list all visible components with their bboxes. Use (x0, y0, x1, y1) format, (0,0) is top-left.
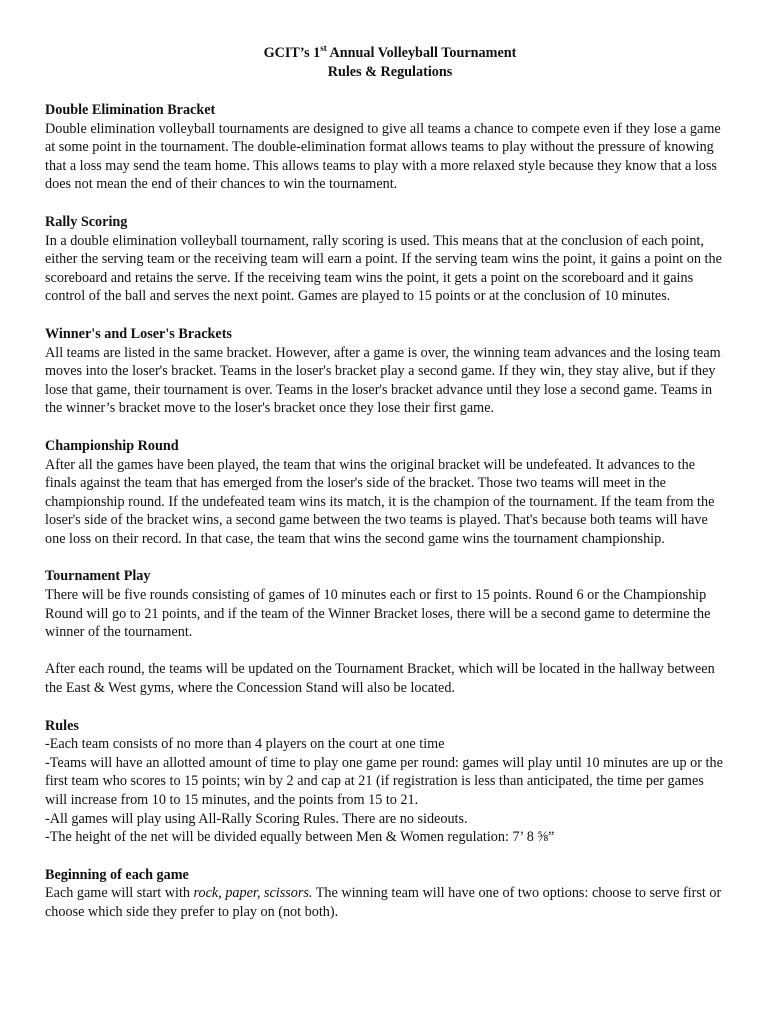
section-body: After all the games have been played, the team that wins the original bracket will be undefeated. It advances to the finals against the team that has emerged from the loser's side of the bracket. Those two teams will meet in the championship round. If the undefeated team wins its match, it is the champion of the tournament. If the team from the loser's side of the bracket wins, a second game between the two teams is played. That's because both teams will have one loss on their record. In that case, the team that wins the second game wins the tournament championship. (45, 456, 715, 547)
body-text: The winning team will have one of two options: choose to serve first or choose which side they prefer to play on (not both). (45, 885, 722, 920)
section-heading: Tournament Play (45, 568, 151, 585)
section-heading: Championship Round (45, 437, 179, 454)
rule-item: -Each team consists of no more than 4 players on the court at one time (45, 736, 445, 753)
section-beginning (45, 866, 725, 922)
document-title (55, 44, 725, 63)
section-heading: Double Elimination Bracket (45, 102, 216, 118)
section-body: All teams are listed in the same bracket. However, after a game is over, the winning team advances and the losing team moves into the loser's bracket. Teams in the loser's bracket play a second game. If they win, they stay alive, but if they lose that game, their tournament is over. Teams in the loser's bracket advance until they lose a second game. Teams in the winner’s bracket move to the loser's bracket once they lose their first game. (45, 344, 721, 417)
rule-item: -The height of the net will be divided equally between Men & Women regulation: 7’ 8 ⅝” (45, 829, 555, 846)
section-heading: Rally Scoring (45, 213, 128, 230)
body-text: Each game will start with (45, 885, 194, 902)
section-rules (45, 717, 725, 847)
section-heading: Winner's and Loser's Brackets (45, 325, 232, 342)
section-body: In a double elimination volleyball tournament, rally scoring is used. This means that at the conclusion of each point, either the serving team or the receiving team will earn a point. If the serving team wins the point, it gains a point on the scoreboard and retains the serve. If the receiving team wins the point, it gets a point on the scoreboard and it gains control of the ball and serves the next point. Games are played to 15 points or at the conclusion of 10 minutes. (45, 232, 722, 305)
section-body: Double elimination volleyball tournaments are designed to give all teams a chance to compete even if they lose a game at some point in the tournament. The double-elimination format allows teams to play without the pressure of knowing that a loss may send the team home. This allows teams to play with a more relaxed style because they know that a loss does not mean the end of their chances to win the tournament. (45, 120, 721, 193)
section-heading: Rules (45, 717, 79, 734)
document-subtitle: Rules & Regulations (327, 64, 453, 80)
title-prefix: GCIT’s 1 (263, 45, 321, 61)
body-emphasis: rock, paper, scissors. (193, 885, 313, 902)
section-body: There will be five rounds consisting of games of 10 minutes each or first to 15 points. Round 6 or the Championship Round will go to 21 points, and if the team of the Winner Bracket loses, there will be a second game to determine the winner of the tournament. (45, 587, 711, 641)
section-championship (45, 437, 725, 549)
section-body: After each round, the teams will be updated on the Tournament Bracket, which will be located in the hallway between the East & West gyms, where the Concession Stand will also be located. (45, 661, 715, 697)
document-page (45, 44, 725, 922)
section-rally-scoring (45, 213, 725, 306)
rule-item: -Teams will have an allotted amount of time to play one game per round: games will play until 10 minutes are up or the first team who scores to 15 points; win by 2 and cap at 21 (if registration is less than anticipated, the time per games will increase from 10 to 15 minutes, and the points from 15 to 21. (45, 754, 723, 808)
section-double-elimination (45, 101, 725, 194)
section-body (45, 884, 725, 921)
section-brackets (45, 325, 725, 418)
document-title-block (55, 44, 725, 82)
section-heading: Beginning of each game (45, 866, 189, 883)
title-superscript: st (320, 43, 327, 53)
rule-item: -All games will play using All-Rally Scoring Rules. There are no sideouts. (45, 810, 468, 827)
section-tournament-play (45, 567, 725, 697)
title-suffix: Annual Volleyball Tournament (326, 45, 517, 61)
